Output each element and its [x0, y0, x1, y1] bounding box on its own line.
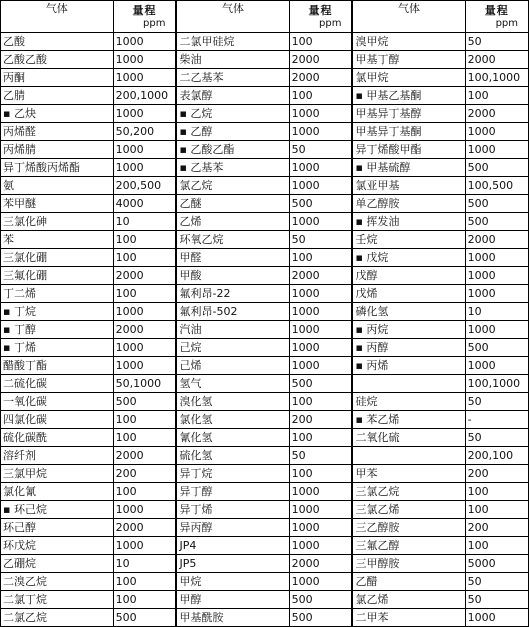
range-header: 量程 ppm: [289, 1, 352, 33]
gas-name-cell: 乙酸: [1, 33, 114, 51]
range-value-cell: 100: [113, 591, 176, 609]
gas-name-cell: 甲酸: [176, 267, 289, 285]
table-row: [1, 555, 529, 573]
table-row: [1, 339, 529, 357]
range-value-cell: 1000: [465, 357, 528, 375]
range-value-cell: 1000: [113, 159, 176, 177]
gas-name-cell: 三氯甲烷: [1, 465, 114, 483]
range-value-cell: 1000: [465, 321, 528, 339]
range-value-cell: 1000: [289, 303, 352, 321]
gas-name-cell: 异丁烷: [176, 465, 289, 483]
range-value-cell: 100: [465, 537, 528, 555]
range-value-cell: 200: [289, 411, 352, 429]
gas-name-cell: 异丁烯酸甲酯: [352, 141, 465, 159]
gas-name-cell: ▪ 甲基硫醇: [352, 159, 465, 177]
range-value-cell: 500: [113, 393, 176, 411]
range-value-cell: 500: [113, 609, 176, 627]
range-value-cell: 1000: [113, 51, 176, 69]
gas-name-cell: 苯甲醚: [1, 195, 114, 213]
gas-name-cell: ▪ 戊烷: [352, 249, 465, 267]
gas-header: 气体: [176, 1, 289, 33]
range-value-cell: 10: [113, 213, 176, 231]
table-row: [1, 591, 529, 609]
range-value-cell: 2000: [113, 267, 176, 285]
table-row: [1, 159, 529, 177]
gas-name-cell: ▪ 苯乙烯: [352, 411, 465, 429]
gas-name-cell: 二氯甲硅烷: [176, 33, 289, 51]
gas-name-cell: ▪ 挥发油: [352, 213, 465, 231]
gas-name-cell: ▪ 甲基乙基酮: [352, 87, 465, 105]
gas-name-cell: 三甲醇胺: [352, 555, 465, 573]
gas-name-cell: 甲醇: [176, 591, 289, 609]
range-value-cell: 1000: [289, 105, 352, 123]
gas-name-cell: 乙醋: [352, 573, 465, 591]
range-value-cell: 100: [465, 87, 528, 105]
gas-name-cell: 丙酮: [1, 69, 114, 87]
gas-name-cell: 硫化碳酰: [1, 429, 114, 447]
range-value-cell: 100,500: [465, 177, 528, 195]
gas-name-cell: JP5: [176, 555, 289, 573]
table-row: [1, 411, 529, 429]
table-row: [1, 141, 529, 159]
range-value-cell: 2000: [465, 231, 528, 249]
gas-name-cell: 一氧化碳: [1, 393, 114, 411]
table-row: [1, 51, 529, 69]
range-value-cell: 4000: [113, 195, 176, 213]
range-value-cell: 50,200: [113, 123, 176, 141]
range-value-cell: 100: [289, 33, 352, 51]
gas-name-cell: 戊烯: [352, 285, 465, 303]
gas-name-cell: 表氯醇: [176, 87, 289, 105]
table-row: [1, 33, 529, 51]
table-row: [1, 249, 529, 267]
range-value-cell: 2000: [289, 267, 352, 285]
table-row: [1, 609, 529, 627]
gas-name-cell: 氯化氢: [176, 411, 289, 429]
range-value-cell: 10: [465, 303, 528, 321]
gas-name-cell: 甲醛: [176, 249, 289, 267]
range-value-cell: 50: [465, 393, 528, 411]
gas-name-cell: ▪ 乙基苯: [176, 159, 289, 177]
gas-name-cell: 己烯: [176, 357, 289, 375]
range-value-cell: 5000: [465, 555, 528, 573]
gas-name-cell: ▪ 乙醇: [176, 123, 289, 141]
gas-name-cell: 醋酸丁酯: [1, 357, 114, 375]
gas-name-cell: 异丁烯: [176, 501, 289, 519]
gas-name-cell: [352, 375, 465, 393]
gas-name-cell: 二溴乙烷: [1, 573, 114, 591]
gas-name-cell: 汽油: [176, 321, 289, 339]
range-value-cell: 1000: [465, 249, 528, 267]
range-value-cell: 1000: [289, 213, 352, 231]
range-value-cell: 1000: [465, 123, 528, 141]
gas-name-cell: 异丁烯酸丙烯酯: [1, 159, 114, 177]
range-value-cell: 1000: [113, 537, 176, 555]
gas-name-cell: 丁二烯: [1, 285, 114, 303]
gas-name-cell: 三氯乙烯: [352, 501, 465, 519]
gas-name-cell: 二氧化硫: [352, 429, 465, 447]
gas-name-cell: 三氟化硼: [1, 267, 114, 285]
gas-name-cell: 环己醇: [1, 519, 114, 537]
table-row: [1, 393, 529, 411]
table-row: [1, 447, 529, 465]
range-value-cell: 1000: [289, 573, 352, 591]
gas-name-cell: 甲基异丁基醇: [352, 105, 465, 123]
gas-name-cell: 苯: [1, 231, 114, 249]
gas-name-cell: 氯乙烷: [176, 177, 289, 195]
gas-name-cell: 单乙醇胺: [352, 195, 465, 213]
range-value-cell: 50,1000: [113, 375, 176, 393]
range-value-cell: 2000: [465, 105, 528, 123]
range-value-cell: 500: [465, 159, 528, 177]
gas-name-cell: 乙酸乙酸: [1, 51, 114, 69]
range-value-cell: 1000: [113, 105, 176, 123]
range-value-cell: 500: [465, 339, 528, 357]
range-value-cell: 1000: [289, 339, 352, 357]
gas-name-cell: 甲基酰胺: [176, 609, 289, 627]
gas-name-cell: 三氯化砷: [1, 213, 114, 231]
gas-header: 气体: [352, 1, 465, 33]
gas-name-cell: ▪ 乙酸乙酯: [176, 141, 289, 159]
range-value-cell: 100: [465, 501, 528, 519]
gas-name-cell: 柴油: [176, 51, 289, 69]
gas-name-cell: 氯化氰: [1, 483, 114, 501]
range-value-cell: 1000: [289, 159, 352, 177]
range-value-cell: 500: [465, 195, 528, 213]
range-value-cell: 1000: [113, 141, 176, 159]
gas-header: 气体: [1, 1, 114, 33]
range-value-cell: 2000: [113, 447, 176, 465]
gas-name-cell: 溴甲烷: [352, 33, 465, 51]
range-value-cell: 1000: [289, 177, 352, 195]
gas-name-cell: 乙硼烷: [1, 555, 114, 573]
gas-name-cell: 异丁醇: [176, 483, 289, 501]
range-value-cell: 100: [113, 573, 176, 591]
range-value-cell: 1000: [465, 609, 528, 627]
range-value-cell: 1000: [289, 357, 352, 375]
range-value-cell: 500: [289, 375, 352, 393]
table-body: [1, 33, 529, 627]
gas-name-cell: 氟利昂-502: [176, 303, 289, 321]
gas-name-cell: ▪ 乙炔: [1, 105, 114, 123]
table-header: [1, 1, 529, 33]
range-value-cell: 50: [465, 573, 528, 591]
table-row: [1, 321, 529, 339]
gas-name-cell: 异丙醇: [176, 519, 289, 537]
gas-name-cell: 氰化氢: [176, 429, 289, 447]
gas-name-cell: 丙烯醛: [1, 123, 114, 141]
range-value-cell: 200: [465, 519, 528, 537]
range-value-cell: 100: [289, 87, 352, 105]
range-value-cell: 200,1000: [113, 87, 176, 105]
gas-name-cell: 氯甲烷: [352, 69, 465, 87]
range-value-cell: 500: [289, 591, 352, 609]
range-value-cell: 100: [113, 231, 176, 249]
range-value-cell: 100,1000: [465, 375, 528, 393]
range-value-cell: 2000: [289, 555, 352, 573]
range-header: 量程 ppm: [113, 1, 176, 33]
gas-name-cell: 二乙基苯: [176, 69, 289, 87]
gas-name-cell: 二甲苯: [352, 609, 465, 627]
range-value-cell: 2000: [289, 69, 352, 87]
range-value-cell: 100: [289, 249, 352, 267]
table-row: [1, 231, 529, 249]
gas-name-cell: 甲烷: [176, 573, 289, 591]
range-value-cell: 100,1000: [465, 69, 528, 87]
range-value-cell: 1000: [289, 321, 352, 339]
table-row: [1, 87, 529, 105]
range-value-cell: 100: [113, 249, 176, 267]
table-row: [1, 123, 529, 141]
gas-name-cell: 壬烷: [352, 231, 465, 249]
range-value-cell: 100: [289, 429, 352, 447]
gas-name-cell: ▪ 丁烯: [1, 339, 114, 357]
gas-name-cell: 溶纤剂: [1, 447, 114, 465]
table-row: [1, 357, 529, 375]
table-row: [1, 519, 529, 537]
range-value-cell: 1000: [465, 141, 528, 159]
gas-name-cell: ▪ 乙烷: [176, 105, 289, 123]
table-row: [1, 69, 529, 87]
gas-name-cell: 二氯丁烷: [1, 591, 114, 609]
range-value-cell: 1000: [113, 69, 176, 87]
range-value-cell: 50: [465, 429, 528, 447]
gas-name-cell: 乙醚: [176, 195, 289, 213]
gas-name-cell: JP4: [176, 537, 289, 555]
range-value-cell: 1000: [289, 483, 352, 501]
gas-name-cell: ▪ 丁烷: [1, 303, 114, 321]
range-value-cell: 1000: [289, 285, 352, 303]
range-value-cell: 100: [113, 429, 176, 447]
gas-name-cell: 乙烯: [176, 213, 289, 231]
table-row: [1, 267, 529, 285]
table-row: [1, 375, 529, 393]
range-value-cell: 500: [465, 213, 528, 231]
gas-name-cell: 硅烷: [352, 393, 465, 411]
table-row: [1, 501, 529, 519]
range-value-cell: 100: [465, 483, 528, 501]
gas-name-cell: [352, 447, 465, 465]
range-value-cell: 100: [113, 483, 176, 501]
gas-name-cell: 三氟乙醇: [352, 537, 465, 555]
range-value-cell: 100: [289, 393, 352, 411]
range-value-cell: 1000: [289, 537, 352, 555]
range-value-cell: 50: [289, 231, 352, 249]
table-row: [1, 177, 529, 195]
table-row: [1, 105, 529, 123]
range-header: 量程 ppm: [465, 1, 528, 33]
range-value-cell: 200,100: [465, 447, 528, 465]
range-value-cell: 10: [113, 555, 176, 573]
gas-name-cell: 己烷: [176, 339, 289, 357]
table-row: [1, 537, 529, 555]
gas-name-cell: 四氯化碳: [1, 411, 114, 429]
range-value-cell: 1000: [113, 339, 176, 357]
table-row: [1, 195, 529, 213]
gas-name-cell: ▪ 丙烷: [352, 321, 465, 339]
gas-name-cell: 三氯化硼: [1, 249, 114, 267]
gas-name-cell: 环氧乙烷: [176, 231, 289, 249]
gas-name-cell: ▪ 环己烷: [1, 501, 114, 519]
gas-name-cell: 甲基丁醇: [352, 51, 465, 69]
gas-name-cell: 丙烯腈: [1, 141, 114, 159]
range-value-cell: 200,500: [113, 177, 176, 195]
range-value-cell: -: [465, 411, 528, 429]
range-value-cell: 200: [465, 465, 528, 483]
gas-name-cell: ▪ 丙烯: [352, 357, 465, 375]
range-value-cell: 2000: [289, 51, 352, 69]
range-value-cell: 1000: [289, 123, 352, 141]
gas-name-cell: 硫化氢: [176, 447, 289, 465]
table-row: [1, 285, 529, 303]
table-row: [1, 465, 529, 483]
table-row: [1, 213, 529, 231]
range-value-cell: 1000: [113, 357, 176, 375]
range-value-cell: 100: [113, 285, 176, 303]
range-value-cell: 1000: [113, 33, 176, 51]
range-value-cell: 1000: [289, 519, 352, 537]
gas-name-cell: 二氯乙烷: [1, 609, 114, 627]
range-value-cell: 2000: [465, 51, 528, 69]
gas-name-cell: 氢气: [176, 375, 289, 393]
gas-name-cell: ▪ 丁醇: [1, 321, 114, 339]
range-value-cell: 1000: [465, 267, 528, 285]
range-value-cell: 100: [289, 465, 352, 483]
range-value-cell: 1000: [113, 501, 176, 519]
gas-name-cell: 乙腈: [1, 87, 114, 105]
range-value-cell: 500: [289, 609, 352, 627]
range-value-cell: 50: [289, 141, 352, 159]
gas-name-cell: 三乙醇胺: [352, 519, 465, 537]
gas-name-cell: 磷化氢: [352, 303, 465, 321]
table-row: [1, 483, 529, 501]
range-value-cell: 100: [113, 411, 176, 429]
gas-name-cell: 氯亚甲基: [352, 177, 465, 195]
gas-name-cell: 甲基异丁基酮: [352, 123, 465, 141]
range-value-cell: 2000: [113, 321, 176, 339]
gas-name-cell: 溴化氢: [176, 393, 289, 411]
range-value-cell: 200: [113, 465, 176, 483]
gas-name-cell: 三氯乙烷: [352, 483, 465, 501]
gas-name-cell: ▪ 丙醇: [352, 339, 465, 357]
range-value-cell: 1000: [465, 285, 528, 303]
range-value-cell: 1000: [289, 501, 352, 519]
range-value-cell: 2000: [113, 519, 176, 537]
gas-name-cell: 氨: [1, 177, 114, 195]
range-value-cell: 50: [465, 591, 528, 609]
gas-name-cell: 氟利昂-22: [176, 285, 289, 303]
range-value-cell: 1000: [113, 303, 176, 321]
range-value-cell: 500: [289, 195, 352, 213]
gas-name-cell: 环戊烷: [1, 537, 114, 555]
gas-name-cell: 甲苯: [352, 465, 465, 483]
gas-name-cell: 戊醇: [352, 267, 465, 285]
table-row: [1, 429, 529, 447]
range-value-cell: 50: [465, 33, 528, 51]
range-value-cell: 50: [289, 447, 352, 465]
gas-name-cell: 氯乙烯: [352, 591, 465, 609]
table-row: [1, 303, 529, 321]
gas-name-cell: 二硫化碳: [1, 375, 114, 393]
